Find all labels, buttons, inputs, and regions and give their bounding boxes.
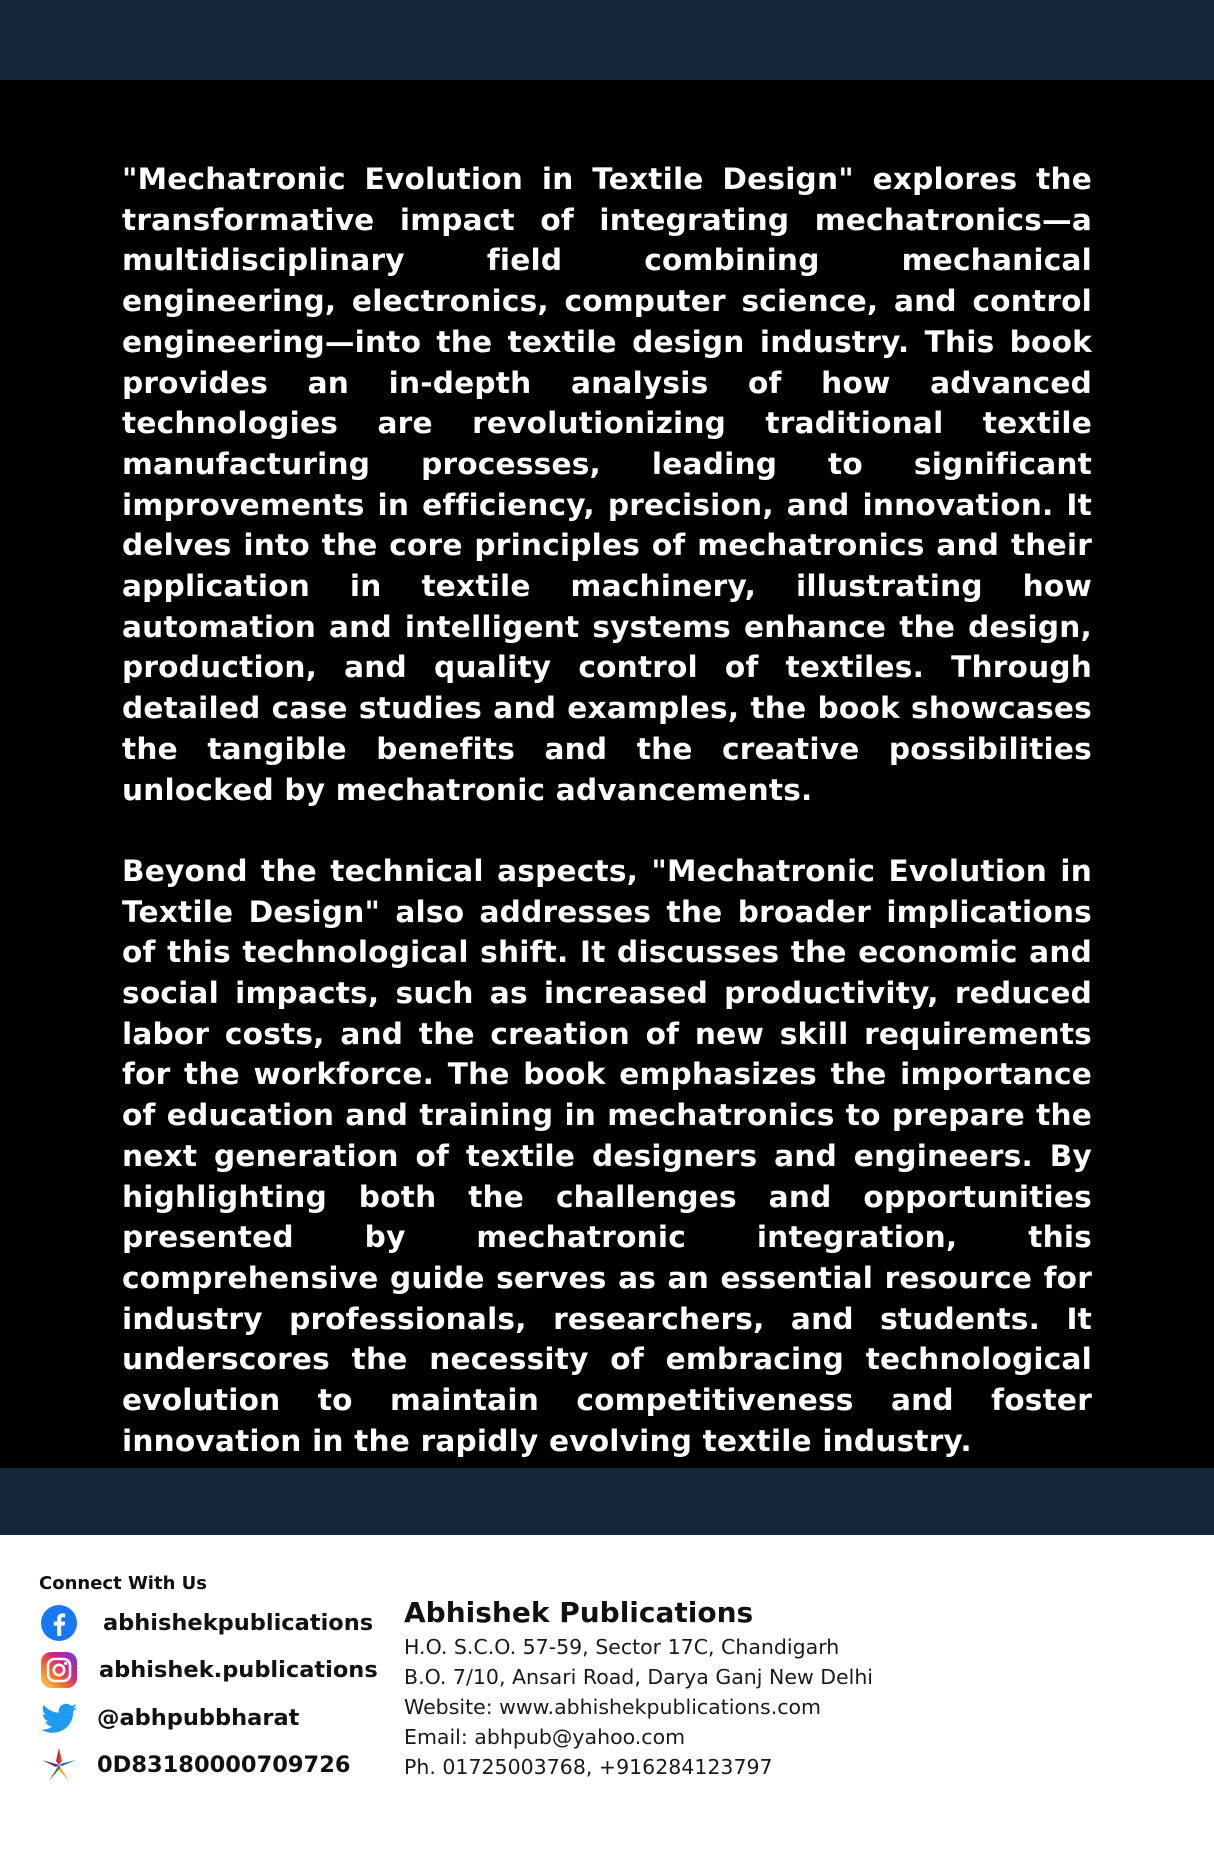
publisher-info bbox=[404, 1594, 873, 1782]
publisher-name: Abhishek Publications bbox=[404, 1596, 754, 1629]
publisher-email: Email: abhpub@yahoo.com bbox=[404, 1725, 686, 1749]
connect-title: Connect With Us bbox=[39, 1573, 207, 1594]
social-instagram[interactable] bbox=[39, 1650, 378, 1690]
social-facebook[interactable] bbox=[39, 1603, 373, 1643]
instagram-handle: abhishek.publications bbox=[99, 1657, 378, 1683]
facebook-handle: abhishekpublications bbox=[103, 1610, 374, 1636]
publisher-phone: Ph. 01725003768, +916284123797 bbox=[404, 1755, 773, 1779]
description-paragraph-1: "Mechatronic Evolution in Textile Design" explores the transformative impact of integrating mechatronics—a multidisciplinary field combining mechanical engineering, electronics, computer science, and control engineering—into the textile design industry. This book provides an in-depth analysis of how advanced technologies are revolutionizing traditional textile manufacturing processes, leading to significant improvements in efficiency, precision, and innovation. It delves into the core principles of mechatronics and their application in textile machinery, illustrating how automation and intelligent systems enhance the design, production, and quality control of textiles. Through detailed case studies and examples, the book showcases the tangible benefits and the creative possibilities unlocked by mechatronic advancements. bbox=[122, 162, 1092, 807]
facebook-icon bbox=[39, 1603, 79, 1643]
twitter-handle: @abhpubbharat bbox=[97, 1705, 300, 1731]
publisher-head-office: H.O. S.C.O. 57-59, Sector 17C, Chandigarh bbox=[404, 1635, 840, 1659]
id-number: 0D83180000709726 bbox=[97, 1752, 351, 1778]
description-paragraph-2: Beyond the technical aspects, "Mechatronic Evolution in Textile Design" also addresses the broader implications of this technological shift. It discusses the economic and social impacts, such as increased productivity, reduced labor costs, and the creation of new skill requirements for the workforce. The book emphasizes the importance of education and training in mechatronics to prepare the next generation of textile designers and engineers. By highlighting both the challenges and opportunities presented by mechatronic integration, this comprehensive guide serves as an essential resource for industry professionals, researchers, and students. It underscores the necessity of embracing technological evolution to maintain competitiveness and foster innovation in the rapidly evolving textile industry. bbox=[122, 853, 1092, 1458]
twitter-icon bbox=[39, 1698, 79, 1738]
instagram-icon bbox=[39, 1650, 79, 1690]
bottom-band bbox=[0, 1468, 1214, 1535]
book-description bbox=[122, 159, 1092, 1461]
social-twitter[interactable] bbox=[39, 1698, 299, 1738]
top-band bbox=[0, 0, 1214, 80]
publisher-branch-office: B.O. 7/10, Ansari Road, Darya Ganj New Delhi bbox=[404, 1665, 874, 1689]
star-logo-icon bbox=[39, 1745, 79, 1785]
social-id[interactable] bbox=[39, 1745, 351, 1785]
publisher-website: Website: www.abhishekpublications.com bbox=[404, 1695, 821, 1719]
